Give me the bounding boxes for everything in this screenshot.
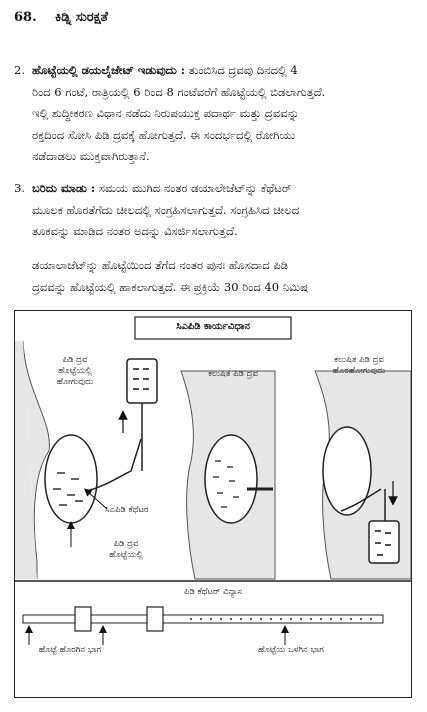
paragraph-4 [14,255,414,298]
para-line [14,60,414,82]
para-line-text: ಸಮಯ ಮುಗಿದ ನಂತರ ಡಯಾಲೇಜೆಟ್‌ನ್ನು ಕೆಥೆಟರ್ [98,181,292,195]
paragraph-2 [14,60,414,168]
abdomen-2 [205,435,257,523]
drain-bag-3 [369,521,399,563]
page-number: 68. [14,10,37,25]
label-line: ಹೊಟ್ಟೆಯಲ್ಲಿ [58,366,92,376]
para-heading: ಹೊಟ್ಟೆಯಲ್ಲಿ ಡಯಲೈಜೇಟ್ ಇಡುವುದು : [32,63,186,77]
label-line: ಹೋಗುವುದು [56,377,94,387]
para-number: 3. [14,181,25,195]
para-line: ಮೂಲಕ ಹೊರತೆಗೆದು ಚೀಲದಲ್ಲಿ ಸಂಗ್ರಹಿಸಲಾಗುತ್ತದೆ. ಸಂಗ್ರಹಿಸಿದ ಚೀಲದ [32,202,300,217]
label-fluid-inside [81,539,171,561]
para-line [14,178,414,200]
label-fluid-out [309,355,409,377]
cuff-1 [75,607,91,631]
page-title: ಕಿಡ್ನಿ ಸುರಕ್ಷತೆ [55,10,109,25]
para-heading: ಬರಿದು ಮಾಡು : [32,181,96,195]
label-inside-part: ಹೊಟ್ಟೆಯ ಒಳಗಿನ ಭಾಗ [258,645,324,655]
page-header [14,10,108,25]
fluid-bag-1 [127,359,157,403]
para-line: ಡಯಾಲಾಜೆಟ್‌ನ್ನು ಹೊಟ್ಟೆಯಿಂದ ತೆಗೆದ ನಂತರ ಪುನಃ ಹೊಸದಾದ ಪಿಡಿ [32,258,289,272]
label-line: ಹೊರಹೋಗುವುದು [332,366,386,376]
figure-title: ಸಿಎಪಿಡಿ ಕಾರ್ಯವಿಧಾನ [176,321,250,332]
abdomen-3 [323,427,371,515]
label-catheter: ಸಿಎಪಿಡಿ ಕೆಥೆಟರ [105,505,149,515]
label-used-fluid: ಕಲುಷಿತ ಪಿಡಿ ದ್ರವ [208,369,258,379]
label-outside-part: ಹೊಟ್ಟೆ ಹೊರಗಿನ ಭಾಗ [38,645,102,655]
capd-figure [14,310,412,698]
para-line: ರಿಂದ 6 ಗಂಟೆ, ರಾತ್ರಿಯಲ್ಲಿ 6 ರಿಂದ 8 ಗಂಟೆವರೆಗೆ ಹೊಟ್ಟೆಯಲ್ಲಿ ಬಿಡಲಾಗುತ್ತದೆ. [32,84,326,99]
para-line: ನಡೆದಾಡಲು ಮುಕ್ತವಾಗಿರುತ್ತಾನೆ. [32,149,150,163]
para-line-text: ತುಂಬಿಸಿದ ದ್ರವವು ದಿನದಲ್ಲಿ 4 [188,63,298,77]
label-line: ಹೊಟ್ಟೆಯಲ್ಲಿ [109,550,143,560]
label-line: ಪಿಡಿ ದ್ರವ [62,355,88,365]
label-line: ಪಿಡಿ ದ್ರವ [113,539,139,549]
para-line: ಇಲ್ಲಿ ಶುದ್ಧೀಕರಣ ವಿಧಾನ ನಡೆದು ನಿರುಪಯುಕ್ತ ಪದಾರ್ಥ ಮತ್ತು ದ್ರವವನ್ನು [32,106,300,120]
paragraph-3 [14,178,414,243]
para-line: ದ್ರವವನ್ನು ಹೊಟ್ಟೆಯಲ್ಲಿ ಹಾಕಲಾಗುತ್ತದೆ. ಈ ಪ್ರಕ್ರಿಯೆ 30 ರಿಂದ 40 ನಿಮಿಷ [32,279,308,294]
cuff-2 [147,607,163,631]
label-line: ಕಲುಷಿತ ಪಿಡಿ ದ್ರವ [334,355,384,365]
para-line: ತೂಕವನ್ನು ಮಾಡಿದ ನಂತರ ಅದನ್ನು ವಿಸರ್ಜಿಸಲಾಗುತ್ತದೆ. [32,224,238,238]
label-fluid-in [35,355,115,388]
para-line: ರಕ್ತದಿಂದ ಸೋಸಿ ಪಿಡಿ ದ್ರವಕ್ಕೆ ಹೋಗುತ್ತದೆ. ಈ ಸಂದರ್ಭದಲ್ಲಿ ರೋಗಿಯು [32,127,296,142]
para-number: 2. [14,63,25,77]
label-catheter-design: ಪಿಡಿ ಕೆಥೆಟರ್ ವಿನ್ಯಾಸ [184,587,242,597]
